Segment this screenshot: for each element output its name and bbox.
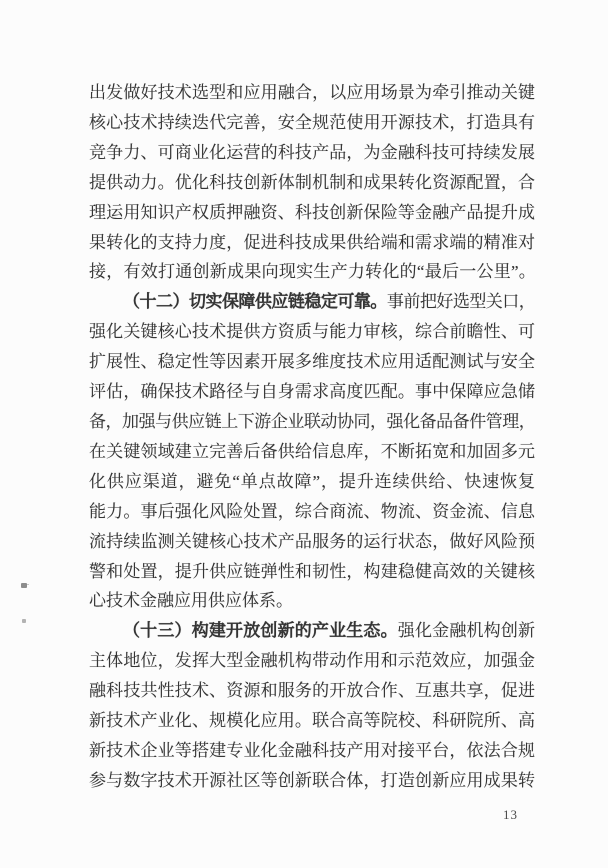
text-line: 核心技术持续迭代完善，安全规范使用开源技术，打造具有 <box>89 112 535 132</box>
paragraph-heading: （十三）构建开放创新的产业生态。 <box>123 621 398 641</box>
text-line: 心技术金融应用供应体系。 <box>89 591 293 611</box>
text-line: 能力。事后强化风险处置，综合商流、物流、资金流、信息 <box>89 501 535 521</box>
text-line: 果转化的支持力度，促进科技成果供给端和需求端的精准对 <box>89 232 535 252</box>
text-line: 评估，确保技术路径与自身需求高度匹配。事中保障应急储 <box>89 382 535 402</box>
text-line: 化供应渠道，避免“单点故障”，提升连续供给、快速恢复 <box>89 471 535 491</box>
text-line: 流持续监测关键核心技术产品服务的运行状态，做好风险预 <box>89 531 535 551</box>
page-number: 13 <box>503 807 518 822</box>
text-line: 新技术产业化、规模化应用。联合高等院校、科研院所、高 <box>89 711 535 731</box>
text-line: 参与数字技术开源社区等创新联合体，打造创新应用成果转 <box>89 770 535 790</box>
scan-speck <box>22 619 26 623</box>
text-line: 强化关键核心技术提供方资质与能力审核，综合前瞻性、可 <box>89 322 535 342</box>
text-line: 主体地位，发挥大型金融机构带动作用和示范效应，加强金 <box>89 651 535 671</box>
text-line: 在关键领域建立完善后备供给信息库，不断拓宽和加固多元 <box>89 441 535 461</box>
text-line: 新技术企业等搭建专业化金融科技产用对接平台，依法合规 <box>89 740 535 760</box>
paragraph-heading: （十二）切实保障供应链稳定可靠。 <box>123 292 387 312</box>
text-line: 提供动力。优化科技创新体制机制和成果转化资源配置，合 <box>89 172 535 192</box>
scan-speck <box>21 583 27 588</box>
body-text <box>89 78 535 796</box>
text-line: 警和处置，提升供应链弹性和韧性，构建稳健高效的关键核 <box>89 561 535 581</box>
text-line: 出发做好技术选型和应用融合，以应用场景为牵引推动关键 <box>89 83 535 102</box>
text-line: 备，加强与供应链上下游企业联动协同，强化备品备件管理， <box>89 411 535 431</box>
text-line: 理运用知识产权质押融资、科技创新保险等金融产品提升成 <box>89 202 535 222</box>
text-line: 融科技共性技术、资源和服务的开放合作、互惠共享，促进 <box>89 681 535 701</box>
text-line: 接，有效打通创新成果向现实生产力转化的“最后一公里”。 <box>89 262 535 282</box>
text-line: （十二）切实保障供应链稳定可靠。事前把好选型关口， <box>123 292 535 312</box>
text-line: 扩展性、稳定性等因素开展多维度技术应用适配测试与安全 <box>89 352 535 372</box>
text-line: （十三）构建开放创新的产业生态。强化金融机构创新 <box>123 621 535 641</box>
text-line: 竞争力、可商业化运营的科技产品，为金融科技可持续发展 <box>89 142 535 162</box>
